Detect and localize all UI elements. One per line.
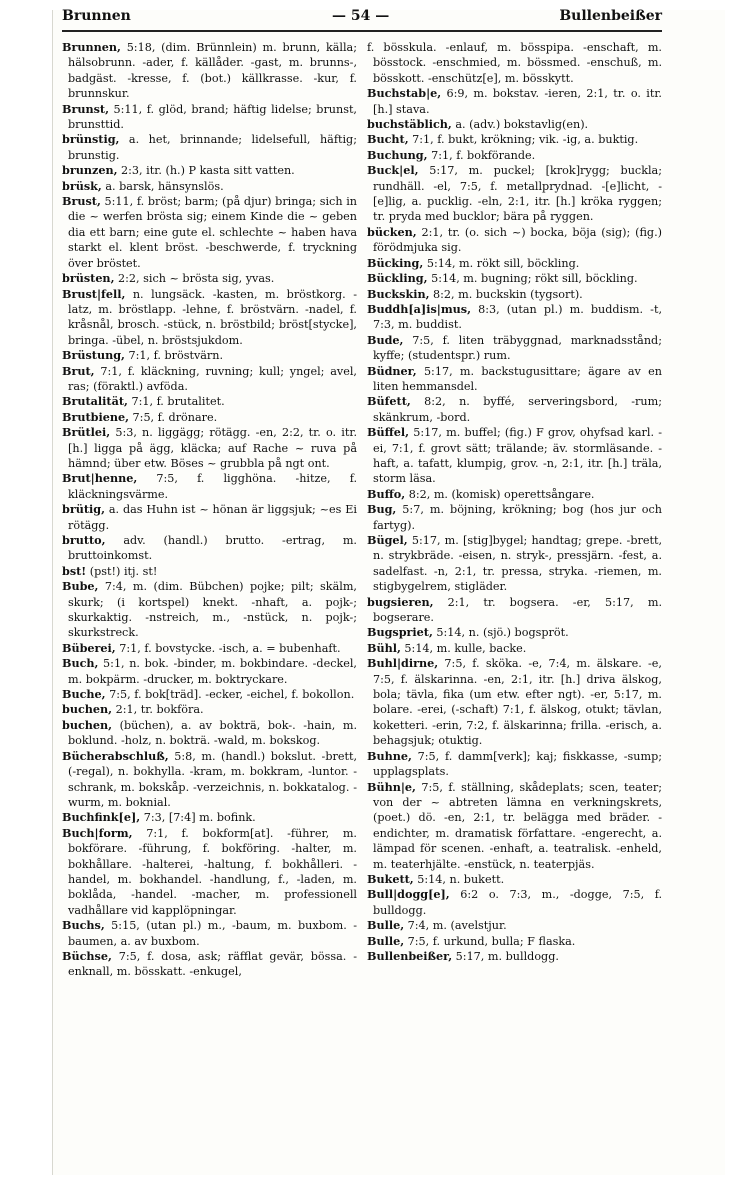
dictionary-entry (62, 579, 357, 641)
entry-headword: Büffel, (367, 425, 410, 440)
dictionary-entry (367, 656, 662, 748)
dictionary-entry (367, 887, 662, 918)
entry-headword: Buddh[a]is|mus, (367, 301, 471, 316)
dictionary-entry (367, 487, 662, 502)
entry-definition: 8:2, m. (komisk) operettsångare. (405, 487, 595, 501)
dictionary-entry (62, 132, 357, 163)
entry-definition: 2:3, itr. (h.) P kasta sitt vatten. (117, 164, 295, 178)
entry-definition: 7:1, f. bukt, krökning; vik. -ig, a. buktig. (408, 133, 639, 147)
entry-definition: 8:2, m. buckskin (tygsort). (429, 287, 583, 301)
dictionary-entry (367, 287, 662, 302)
entry-headword: buchen, (62, 717, 113, 732)
entry-headword: Brutalität, (62, 394, 128, 409)
entry-headword: Büdner, (367, 363, 417, 378)
entry-headword: Buchs, (62, 918, 105, 933)
dictionary-entry (367, 949, 662, 964)
entry-definition: 5:11, f. glöd, brand; häftig lidelse; brunst, brunsttid. (68, 102, 357, 132)
entry-headword: Bucht, (367, 132, 409, 147)
dictionary-entry (62, 40, 357, 102)
entry-definition: 7:3, [7:4] m. bofink. (140, 811, 256, 825)
dictionary-entry (367, 86, 662, 117)
entry-definition: 7:5, f. ligghöna. -hitze, f. kläckningsvärme. (68, 472, 357, 501)
entry-definition: 7:5, f. drönare. (129, 410, 218, 424)
dictionary-entry (367, 333, 662, 364)
entry-headword: brütig, (62, 502, 105, 517)
dictionary-entry (367, 934, 662, 949)
entry-headword: brüsk, (62, 178, 102, 193)
dictionary-entry (367, 918, 662, 933)
entry-definition: 8:3, (utan pl.) m. buddism. -t, 7:3, m. buddist. (373, 302, 662, 332)
entry-headword: Brut|henne, (62, 471, 138, 486)
dictionary-entry (367, 502, 662, 533)
entry-definition: 5:14, m. bugning; rökt sill, böckling. (427, 272, 638, 286)
entry-definition: 7:1, f. bröstvärn. (124, 349, 224, 363)
entry-definition: a. barsk, hänsynslös. (101, 179, 224, 193)
page-number: — 54 — (332, 8, 390, 24)
entry-definition: 5:18, (dim. Brünnlein) m. brunn, källa; hälsobrunn. -ader, f. källåder. -gast, m. brunns-, badgäst. -kresse, f. (bot.) källkrasse. -kur, f. brunnskur. (68, 41, 357, 101)
dictionary-entry (367, 780, 662, 872)
entry-headword: Brütlei, (62, 425, 111, 440)
entry-definition: 5:14, m. kulle, backe. (400, 641, 527, 655)
dictionary-entry (62, 826, 357, 918)
header-left-guideword: Brunnen (62, 8, 131, 24)
entry-definition: 7:1, f. kläckning, ruvning; kull; yngel; avel, ras; (föraktl.) avföda. (68, 364, 357, 393)
dictionary-entry (367, 394, 662, 425)
entry-headword: Brust, (62, 194, 101, 209)
dictionary-entry (62, 656, 357, 687)
dictionary-entry (62, 471, 357, 502)
entry-headword: Buchstab|e, (367, 86, 442, 101)
entry-definition: 7:5, f. dosa, ask; räfflat gevär, bössa. -enknall, m. bösskatt. -enkugel, (68, 949, 357, 979)
dictionary-entry (367, 117, 662, 132)
entry-headword: Buch, (62, 656, 99, 671)
entry-headword: Bull|dogg[e], (367, 887, 450, 902)
dictionary-entry (62, 394, 357, 409)
dictionary-entry (62, 287, 357, 349)
entry-headword: Brunst, (62, 101, 109, 116)
entry-definition: 2:1, tr. bogsera. -er, 5:17, m. bogserare. (373, 595, 662, 625)
dictionary-entry (62, 918, 357, 949)
entry-definition: 5:14, n. (sjö.) bogspröt. (432, 626, 569, 640)
entry-definition: (büchen), a. av bokträ, bok-. -hain, m. boklund. -holz, n. bokträ. -wald, m. bokskog. (68, 718, 357, 748)
entry-headword: Bücherabschluß, (62, 748, 169, 763)
dictionary-entry (62, 564, 357, 579)
entry-definition: a. (adv.) bokstavlig(en). (451, 118, 589, 132)
entry-headword: Bühn|e, (367, 779, 416, 794)
entry-headword: Bugspriet, (367, 625, 433, 640)
entry-definition: 5:8, m. (handl.) bokslut. -brett, (-regal), n. bokhylla. -kram, m. bokkram, -luntor. -schrank, m. bokskåp. -verzeichnis, n. bokkatalog. -wurm, m. boknial. (68, 749, 357, 809)
entry-definition: 6:9, m. bokstav. -ieren, 2:1, tr. o. itr. [h.] stava. (373, 87, 662, 116)
dictionary-entry (62, 364, 357, 395)
entry-definition: 5:17, m. [stig]bygel; handtag; grepe. -brett, n. strykbräde. -eisen, n. stryk-, pressjärn. -fest, a. sadelfast. -n, 2:1, tr. pressa, stryka. -riemen, m. stigbygelrem, stigläder. (373, 534, 662, 594)
dictionary-entry (62, 702, 357, 717)
entry-definition: (pst!) itj. st! (86, 564, 158, 578)
left-column (62, 40, 357, 980)
dictionary-entry (367, 271, 662, 286)
entry-definition: 2:1, tr. bokföra. (112, 703, 204, 717)
dictionary-entry (367, 872, 662, 887)
page-header (62, 8, 662, 30)
dictionary-entry (62, 749, 357, 811)
entry-headword: Bügel, (367, 533, 408, 547)
entry-headword: Bücking, (367, 255, 424, 270)
dictionary-entry (367, 225, 662, 256)
entry-definition: 6:2 o. 7:3, m., -dogge, 7:5, f. bulldogg. (373, 888, 662, 917)
entry-definition: 7:4, m. (avelstjur. (404, 919, 507, 933)
entry-headword: brunzen, (62, 163, 118, 178)
entry-definition: 5:7, m. böjning, krökning; bog (hos jur och fartyg). (373, 503, 662, 532)
dictionary-entry (367, 425, 662, 487)
dictionary-entry (62, 102, 357, 133)
entry-headword: Brüstung, (62, 348, 125, 363)
entry-headword: bugsieren, (367, 594, 434, 609)
dictionary-entry (62, 271, 357, 286)
entry-headword: Bullenbeißer, (367, 948, 453, 963)
entry-definition: 7:1, f. bovstycke. -isch, a. = bubenhaft. (115, 641, 341, 655)
entry-definition: 5:14, m. rökt sill, böckling. (423, 256, 580, 270)
right-column (367, 40, 662, 964)
entry-headword: Buffo, (367, 486, 406, 501)
entry-headword: Büchse, (62, 948, 112, 963)
dictionary-entry (62, 810, 357, 825)
entry-headword: Brut, (62, 363, 95, 378)
entry-definition: a. das Huhn ist ~ hönan är liggsjuk; ~es Ei rötägg. (68, 503, 357, 532)
dictionary-entry (62, 687, 357, 702)
entry-definition: 5:14, n. bukett. (413, 872, 505, 886)
entry-headword: Bühl, (367, 640, 401, 655)
entry-definition: 7:1, f. bokförande. (427, 148, 536, 162)
entry-headword: Büfett, (367, 394, 411, 409)
entry-headword: Bude, (367, 332, 404, 347)
entry-headword: Buhne, (367, 748, 412, 763)
entry-definition: 7:5, f. ställning, skådeplats; scen, teater; von der ~ abtreten lämna en verkningskrets, (poet.) dö. -en, 2:1, tr. belägga med bräder. -endichter, m. dramatisk författare. -engerecht, a. lämpad för scenen. -enhaft, a. teatralisk. -enheld, m. teaterhjälte. -enstück, n. teaterpjäs. (373, 780, 662, 871)
entry-definition: 5:17, m. buffel; (fig.) F grov, ohyfsad karl. -ei, 7:1, f. grovt sätt; trälande; äv. stormläsande. -haft, a. tafatt, klumpig, grov. -n, 2:1, itr. [h.] träla, storm läsa. (373, 426, 662, 486)
entry-headword: bst! (62, 563, 87, 578)
dictionary-entry (62, 194, 357, 271)
dictionary-entry (62, 533, 357, 564)
dictionary-entry (62, 949, 357, 980)
entry-definition: 8:2, n. byffé, serveringsbord, -rum; skänkrum, -bord. (373, 395, 662, 424)
entry-definition: 5:17, m. backstugusittare; ägare av en liten hemmansdel. (373, 364, 662, 393)
entry-headword: brüsten, (62, 271, 115, 286)
dictionary-entry (367, 40, 662, 86)
entry-definition: 5:3, n. liggägg; rötägg. -en, 2:2, tr. o. itr. [h.] ligga på ägg, kläcka; auf Rache ~ ruva på hämnd; über etw. Böses ~ grubbla på ngt ont. (68, 426, 357, 470)
entry-definition: 7:5, f. urkund, bulla; F flaska. (404, 934, 576, 948)
entry-definition: 7:1, f. brutalitet. (127, 395, 225, 409)
dictionary-entry (62, 718, 357, 749)
entry-headword: Buch|form, (62, 825, 133, 840)
entry-definition: 7:1, f. bokform[at]. -führer, m. bokförare. -führung, f. bokföring. -halter, m. bokhållare. -halterei, -haltung, f. bokhålleri. -handel, m. bokhandel. -handlung, f., -laden, m. boklåda, -handel. -macher, m. professionell vadhållare vid kapplöpningar. (68, 826, 357, 917)
dictionary-entry (367, 595, 662, 626)
entry-headword: buchen, (62, 702, 113, 717)
dictionary-entry (62, 641, 357, 656)
entry-definition: adv. (handl.) brutto. -ertrag, m. bruttoinkomst. (68, 534, 357, 563)
entry-headword: Bube, (62, 579, 99, 594)
entry-headword: brutto, (62, 533, 106, 547)
entry-headword: Bulle, (367, 933, 405, 948)
entry-definition: 7:5, f. liten träbyggnad, marknadsstånd; kyffe; (studentspr.) rum. (373, 333, 662, 363)
entry-headword: Buchung, (367, 147, 428, 162)
dictionary-entry (367, 641, 662, 656)
dictionary-entry (367, 364, 662, 395)
entry-headword: Büberei, (62, 640, 116, 655)
entry-headword: Buck|el, (367, 163, 419, 178)
dictionary-entry (367, 163, 662, 225)
entry-definition: 5:11, f. bröst; barm; (på djur) bringa; sich in die ~ werfen brösta sig; einem Kinde die ~ geben dia ett barn; eine gute el. schlechte ~ haben hava starkt el. klent bröst. -beschwerde, f. tryckning över bröstet. (68, 195, 357, 270)
entry-definition: 5:17, m. puckel; [krok]rygg; buckla; rundhäll. -el, 7:5, f. metallprydnad. -[e]licht, -[e]lig, a. pucklig. -eln, 2:1, itr. [h.] kröka ryggen; tr. pryda med bucklor; bära på ryggen. (373, 164, 662, 224)
entry-headword: brünstig, (62, 132, 120, 147)
dictionary-entry (62, 163, 357, 178)
entry-headword: Bug, (367, 502, 397, 517)
entry-headword: Bückling, (367, 271, 428, 286)
dictionary-entry (62, 410, 357, 425)
entry-headword: Buhl|dirne, (367, 656, 439, 671)
entry-headword: Brust|fell, (62, 286, 126, 301)
entry-definition: 2:1, tr. (o. sich ~) bocka, böja (sig); (fig.) förödmjuka sig. (373, 225, 662, 255)
entry-headword: buchstäblich, (367, 117, 452, 132)
entry-definition: f. bösskula. -enlauf, m. bösspipa. -enschaft, m. bösstock. -enschmied, m. bössmed. -enschuß, m. bösskott. -enschütz[e], m. bösskytt. (367, 41, 662, 85)
entry-definition: 7:5, f. bok[träd]. -ecker, -eichel, f. bokollon. (105, 688, 355, 702)
entry-definition: 7:4, m. (dim. Bübchen) pojke; pilt; skälm, skurk; (i kortspel) knekt. -nhaft, a. pojk-; skurkaktig. -nstreich, m., -nstück, n. pojk-; skurkstreck. (68, 580, 357, 640)
entry-headword: Buchfink[e], (62, 810, 141, 825)
entry-definition: 5:1, n. bok. -binder, m. bokbindare. -deckel, m. bokpärm. -drucker, m. boktryckare. (68, 657, 357, 686)
entry-definition: a. het, brinnande; lidelsefull, häftig; brunstig. (68, 133, 357, 162)
entry-headword: Buckskin, (367, 286, 430, 301)
dictionary-entry (62, 502, 357, 533)
dictionary-entry (367, 749, 662, 780)
dictionary-entry (367, 302, 662, 333)
entry-definition: 2:2, sich ~ brösta sig, yvas. (114, 272, 275, 286)
header-right-guideword: Bullenbeißer (559, 8, 662, 24)
entry-definition: 5:15, (utan pl.) m., -baum, m. buxbom. -baumen, a. av buxbom. (68, 919, 357, 948)
header-rule (62, 30, 662, 32)
entry-definition: 5:17, m. bulldogg. (452, 949, 559, 963)
entry-headword: Buche, (62, 687, 106, 702)
dictionary-entry (62, 348, 357, 363)
dictionary-entry (367, 625, 662, 640)
dictionary-entry (62, 425, 357, 471)
dictionary-entry (62, 179, 357, 194)
entry-definition: n. lungsäck. -kasten, m. bröstkorg. -latz, m. bröstlapp. -lehne, f. bröstvärn. -nadel, f. kråsnål, brosch. -stück, n. bröstbild; bröst[stycke], bringa. -übel, n. bröstsjukdom. (68, 287, 357, 347)
entry-headword: Bukett, (367, 871, 414, 886)
entry-headword: bücken, (367, 224, 417, 239)
dictionary-entry (367, 148, 662, 163)
entry-headword: Brunnen, (62, 40, 121, 54)
dictionary-entry (367, 132, 662, 147)
entry-definition: 7:5, f. damm[verk]; kaj; fiskkasse, -sump; upplagsplats. (373, 749, 662, 779)
entry-headword: Brutbiene, (62, 409, 129, 424)
dictionary-entry (367, 256, 662, 271)
entry-headword: Bulle, (367, 918, 405, 933)
dictionary-entry (367, 533, 662, 595)
entry-definition: 7:5, f. sköka. -e, 7:4, m. älskare. -e, 7:5, f. älskarinna. -en, 2:1, itr. [h.] driva älskog, bola; tävla, fika (um etw. efter ngt). -er, 5:17, m. bolare. -erei, (-schaft) 7:1, f. älskog, otukt; tävlan, koketteri. -erin, 7:2, f. älskarinna; frilla. -erisch, a. behagsjuk; otuktig. (373, 657, 662, 748)
